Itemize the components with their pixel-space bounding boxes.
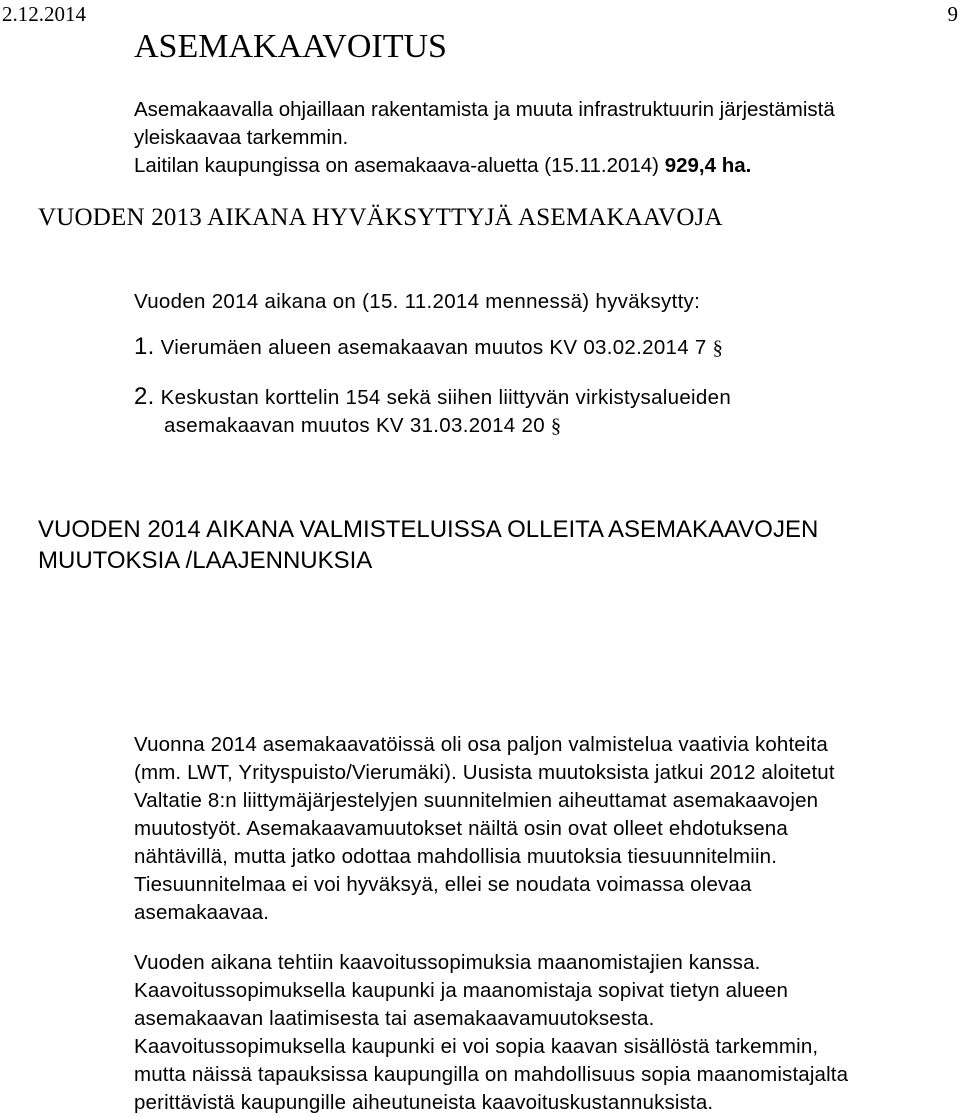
- intro-line: yleiskaavaa tarkemmin.: [134, 126, 349, 149]
- heading-line: VUODEN 2014 AIKANA VALMISTELUISSA OLLEITA ASEMAKAAVOJEN: [38, 516, 819, 543]
- paragraph-agreements: [134, 949, 848, 1117]
- paragraph-line: mutta näissä tapauksissa kaupungilla on mahdollisuus sopia maanomistajalta: [134, 1063, 849, 1086]
- paragraph-line: Kaavoitussopimuksella kaupunki ja maanomistaja sopivat tietyn alueen: [134, 979, 789, 1002]
- list-item-text: Keskustan korttelin 154 sekä siihen liittyvän virkistysalueiden: [154, 386, 732, 409]
- paragraph-line: perittävistä kaupungille aiheutuneista kaavoituskustannuksista.: [134, 1091, 714, 1114]
- list-item-text: Vierumäen alueen asemakaavan muutos KV 03.02.2014 7: [154, 336, 713, 359]
- intro-paragraph: [134, 96, 835, 180]
- section-symbol: §: [712, 337, 724, 359]
- list-item-number: 1.: [134, 333, 155, 360]
- paragraph-line: (mm. LWT, Yrityspuisto/Vierumäki). Uusista muutoksista jatkui 2012 aloitetut: [134, 761, 835, 784]
- list-item-text: asemakaavan muutos KV 31.03.2014 20: [164, 414, 551, 437]
- page-title: ASEMAKAAVOITUS: [134, 28, 447, 65]
- list-item-line: [134, 412, 731, 440]
- paragraph-line: muutostyöt. Asemakaavamuutokset näiltä osin ovat olleet ehdotuksena: [134, 817, 788, 840]
- intro-text: Laitilan kaupungissa on asemakaava-aluetta (15.11.2014): [134, 154, 665, 177]
- paragraph-line: asemakaavan laatimisesta tai asemakaavamuutoksesta.: [134, 1007, 655, 1030]
- paragraph-line: nähtävillä, mutta jatko odottaa mahdollisia muutoksia tiesuunnitelmiin.: [134, 845, 778, 868]
- section-heading-2014: [38, 514, 818, 576]
- paragraph-line: Vuoden aikana tehtiin kaavoitussopimuksia maanomistajien kanssa.: [134, 951, 761, 974]
- section-symbol: §: [550, 415, 562, 437]
- heading-line: MUUTOKSIA /LAAJENNUKSIA: [38, 547, 373, 574]
- list-item-line: [134, 383, 731, 412]
- page-number: 9: [947, 2, 958, 26]
- approved-intro: Vuoden 2014 aikana on (15. 11.2014 mennessä) hyväksytty:: [134, 290, 701, 313]
- list-item-number: 2.: [134, 383, 155, 410]
- list-item: [134, 333, 723, 361]
- intro-line: [134, 152, 835, 180]
- paragraph-planning-work: [134, 731, 835, 927]
- paragraph-line: Kaavoitussopimuksella kaupunki ei voi sopia kaavan sisällöstä tarkemmin,: [134, 1035, 819, 1058]
- list-item: [134, 383, 731, 440]
- section-heading-2013: VUODEN 2013 AIKANA HYVÄKSYTTYJÄ ASEMAKAAVOJA: [38, 204, 723, 231]
- intro-line: Asemakaavalla ohjaillaan rakentamista ja muuta infrastruktuurin järjestämistä: [134, 98, 835, 121]
- area-value: 929,4 ha.: [664, 154, 752, 177]
- paragraph-line: Valtatie 8:n liittymäjärjestelyjen suunnitelmien aiheuttamat asemakaavojen: [134, 789, 819, 812]
- paragraph-line: Tiesuunnitelmaa ei voi hyväksyä, ellei se noudata voimassa olevaa: [134, 873, 752, 896]
- paragraph-line: Vuonna 2014 asemakaavatöissä oli osa paljon valmistelua vaativia kohteita: [134, 733, 828, 756]
- header-date: 2.12.2014: [2, 2, 86, 26]
- paragraph-line: asemakaavaa.: [134, 901, 270, 924]
